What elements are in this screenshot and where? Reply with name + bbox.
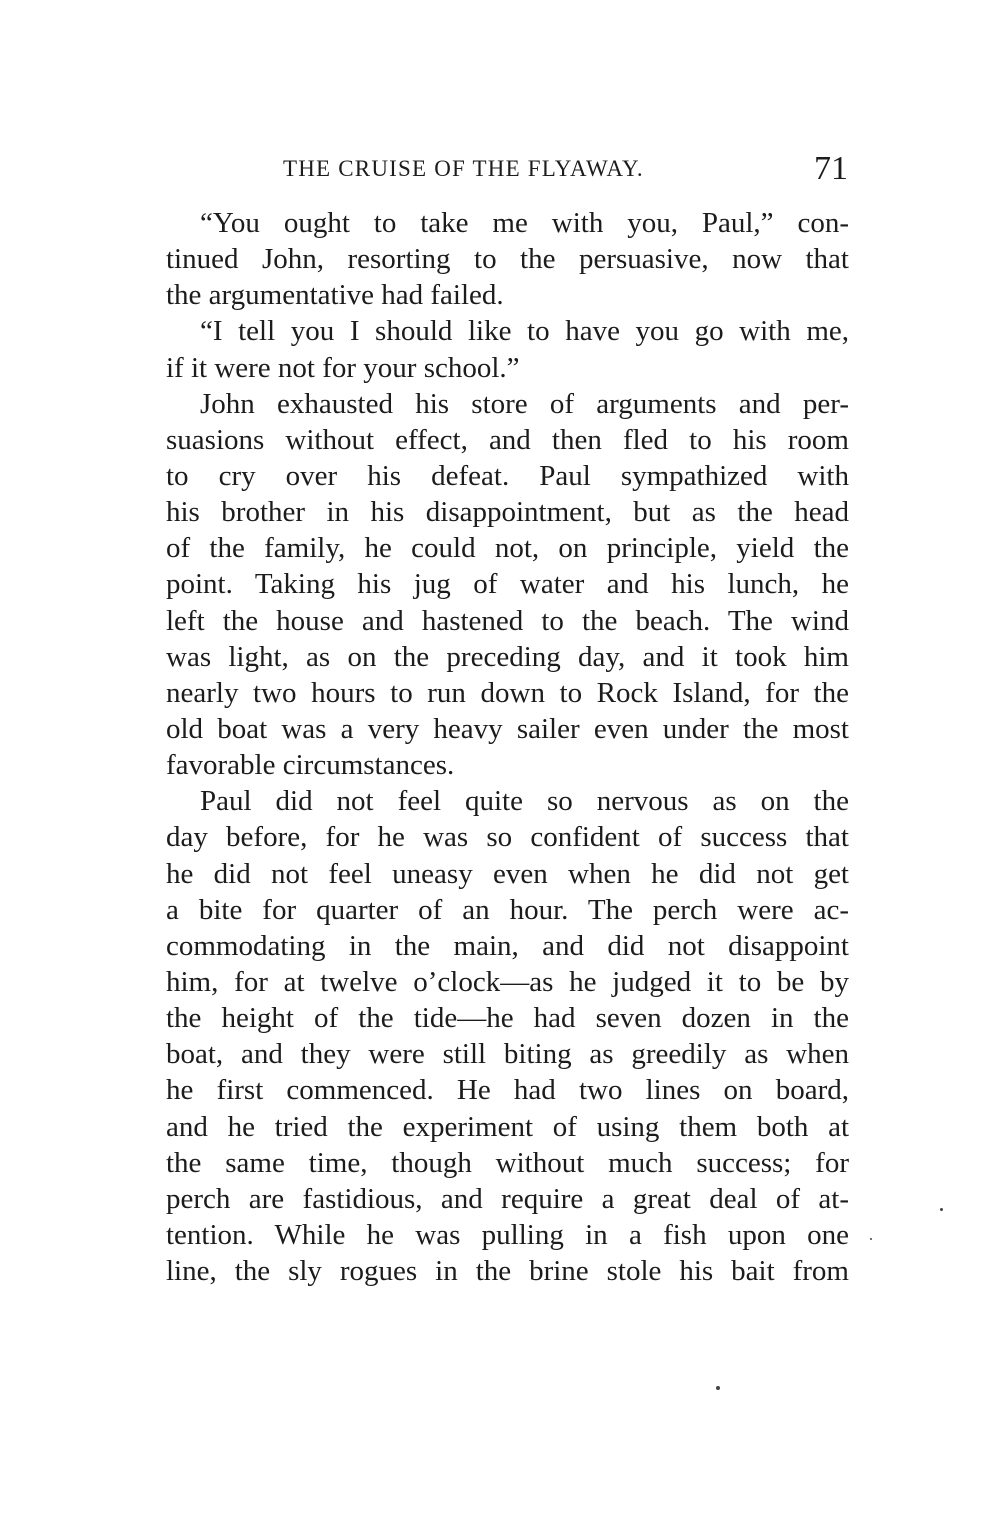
text-line: old boat was a very heavy sailer even under the most: [166, 712, 849, 745]
scan-speck: [870, 1238, 872, 1240]
text-line: him, for at twelve o’clock—as he judged it to be by: [166, 965, 849, 998]
page-number: 71: [814, 150, 848, 187]
text-line: the height of the tide—he had seven dozen in the: [166, 1002, 849, 1035]
text-line: the same time, though without much success; for: [166, 1146, 849, 1179]
text-line: favorable circumstances.: [166, 749, 455, 782]
text-line: he did not feel uneasy even when he did not get: [166, 857, 849, 890]
text-line: of the family, he could not, on principle, yield the: [166, 532, 849, 565]
text-line: he first commenced. He had two lines on board,: [166, 1074, 849, 1107]
text-line: was light, as on the preceding day, and it took him: [166, 640, 849, 673]
text-line: a bite for quarter of an hour. The perch were ac-: [166, 893, 849, 926]
scan-speck: [716, 1386, 720, 1390]
text-line: point. Taking his jug of water and his lunch, he: [166, 568, 849, 601]
body-text: [166, 205, 849, 1289]
text-line: line, the sly rogues in the brine stole his bait from: [166, 1255, 849, 1288]
running-title: THE CRUISE OF THE FLYAWAY.: [283, 156, 644, 181]
text-line: perch are fastidious, and require a great deal of at-: [166, 1182, 849, 1215]
text-line: Paul did not feel quite so nervous as on the: [200, 785, 849, 818]
text-line: boat, and they were still biting as greedily as when: [166, 1038, 849, 1071]
text-line: if it were not for your school.”: [166, 351, 520, 384]
text-line: the argumentative had failed.: [166, 279, 504, 312]
text-line: nearly two hours to run down to Rock Island, for the: [166, 676, 849, 709]
text-line: left the house and hastened to the beach. The wind: [166, 604, 849, 637]
text-line: “You ought to take me with you, Paul,” con-: [200, 207, 849, 239]
text-line: to cry over his defeat. Paul sympathized with: [166, 459, 849, 492]
text-line: “I tell you I should like to have you go with me,: [200, 315, 849, 348]
running-head: [283, 150, 848, 190]
text-line: commodating in the main, and did not disappoint: [166, 929, 849, 962]
text-line: his brother in his disappointment, but as the head: [166, 496, 849, 529]
text-line: tention. While he was pulling in a fish upon one: [166, 1218, 849, 1251]
text-line: John exhausted his store of arguments and per-: [200, 387, 849, 420]
text-line: and he tried the experiment of using them both at: [166, 1110, 849, 1143]
text-line: day before, for he was so confident of success that: [166, 821, 849, 854]
text-line: suasions without effect, and then fled to his room: [166, 423, 849, 456]
scan-speck: [940, 1208, 943, 1211]
text-line: tinued John, resorting to the persuasive, now that: [166, 243, 849, 276]
